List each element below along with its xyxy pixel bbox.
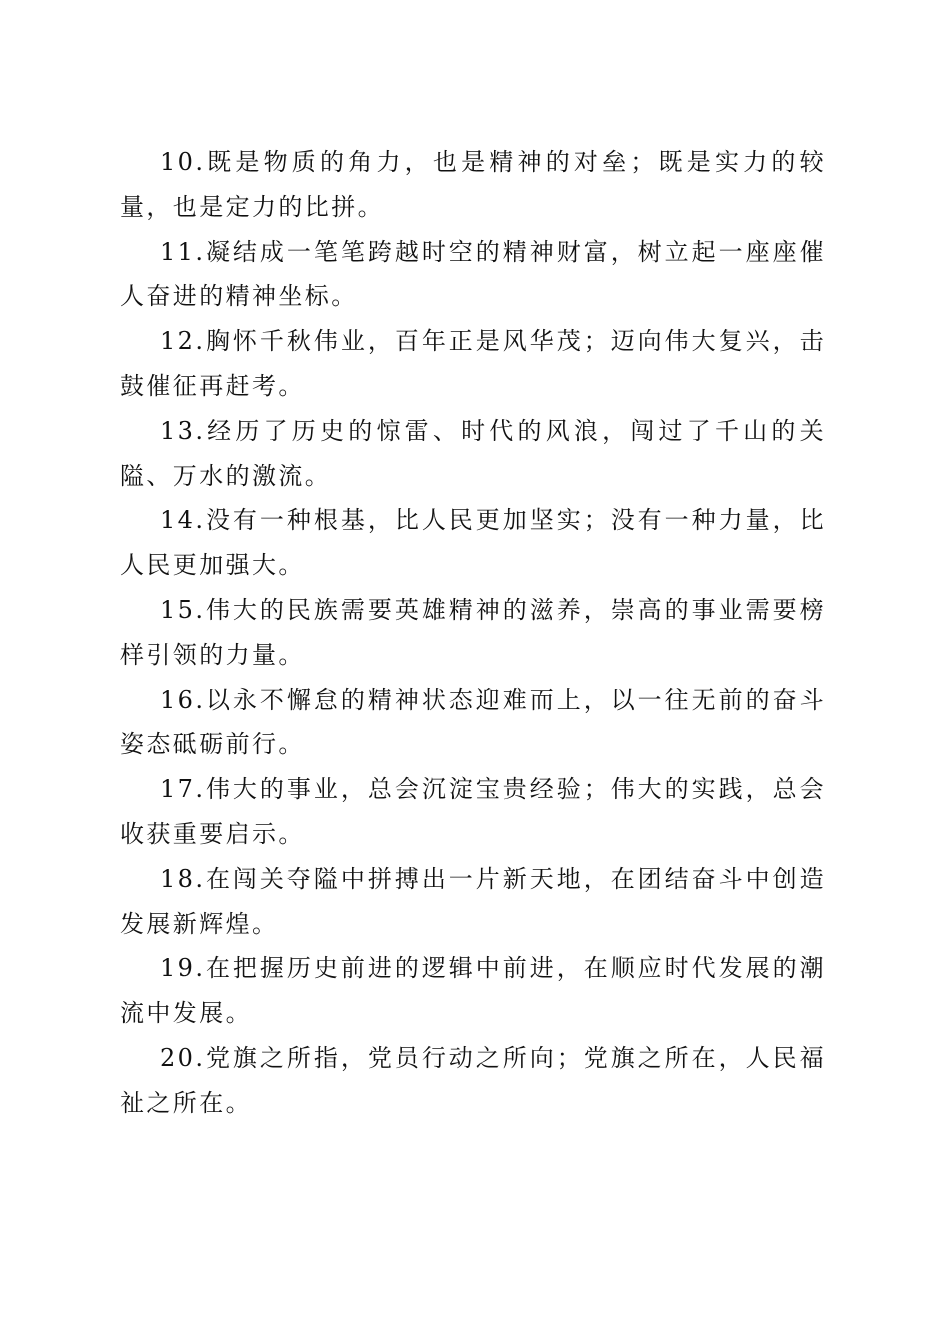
paragraph-11: 11.凝结成一笔笔跨越时空的精神财富，树立起一座座催人奋进的精神坐标。 bbox=[120, 237, 826, 311]
paragraph-19: 19.在把握历史前进的逻辑中前进，在顺应时代发展的潮流中发展。 bbox=[120, 954, 826, 1028]
paragraph-10: 10.既是物质的角力，也是精神的对垒；既是实力的较量，也是定力的比拼。 bbox=[120, 148, 826, 221]
paragraph-13: 13.经历了历史的惊雷、时代的风浪，闯过了千山的关隘、万水的激流。 bbox=[120, 416, 826, 490]
paragraph-17: 17.伟大的事业，总会沉淀宝贵经验；伟大的实践，总会收获重要启示。 bbox=[120, 775, 826, 848]
document-body bbox=[120, 140, 826, 1126]
paragraph-12: 12.胸怀千秋伟业，百年正是风华茂；迈向伟大复兴，击鼓催征再赶考。 bbox=[120, 327, 826, 400]
paragraph-15: 15.伟大的民族需要英雄精神的滋养，崇高的事业需要榜样引领的力量。 bbox=[120, 595, 826, 669]
paragraph-16: 16.以永不懈怠的精神状态迎难而上，以一往无前的奋斗姿态砥砺前行。 bbox=[120, 685, 826, 759]
paragraph-14: 14.没有一种根基，比人民更加坚实；没有一种力量，比人民更加强大。 bbox=[120, 506, 826, 580]
paragraph-20: 20.党旗之所指，党员行动之所向；党旗之所在，人民福祉之所在。 bbox=[120, 1043, 826, 1117]
paragraph-18: 18.在闯关夺隘中拼搏出一片新天地，在团结奋斗中创造发展新辉煌。 bbox=[120, 864, 826, 938]
